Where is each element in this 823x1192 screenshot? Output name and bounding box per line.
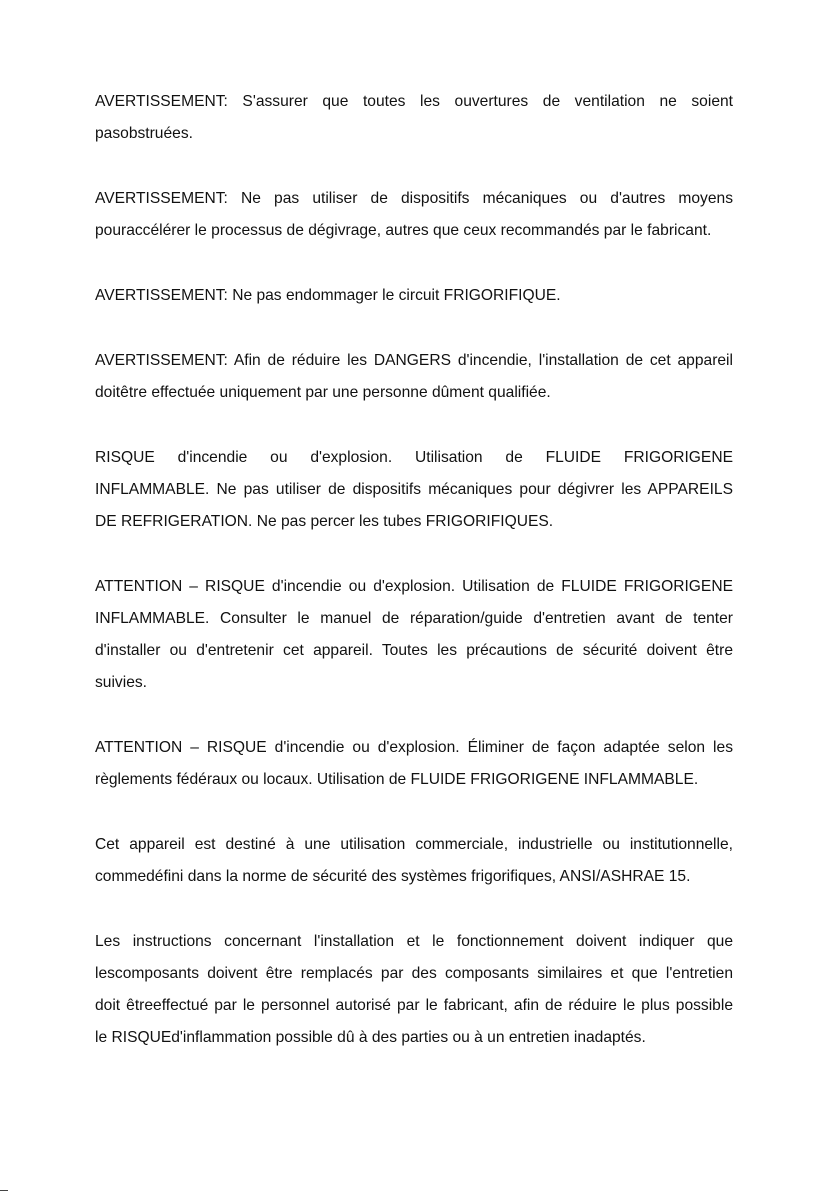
text-line: AVERTISSEMENT: Afin de réduire les DANGERS d'incendie, l'installation de cet appareil xyxy=(95,352,733,369)
page-edge-mark xyxy=(0,1190,8,1191)
notice-component-replacement xyxy=(95,926,733,1054)
text-line: d'installer ou d'entretenir cet appareil. Toutes les précautions de sécurité doivent être xyxy=(95,642,733,659)
text-line: commedéfini dans la norme de sécurité des systèmes frigorifiques, ANSI/ASHRAE 15. xyxy=(95,868,691,885)
text-line: règlements fédéraux ou locaux. Utilisation de FLUIDE FRIGORIGENE INFLAMMABLE. xyxy=(95,771,699,788)
text-line: Cet appareil est destiné à une utilisation commerciale, industrielle ou institutionnelle, xyxy=(95,836,733,853)
text-line: ATTENTION – RISQUE d'incendie ou d'explosion. Éliminer de façon adaptée selon les xyxy=(95,739,733,756)
text-line: doit êtreeffectué par le personnel autorisé par le fabricant, afin de réduire le plus possible xyxy=(95,997,733,1014)
text-line: doitêtre effectuée uniquement par une personne dûment qualifiée. xyxy=(95,384,551,401)
warning-ventilation xyxy=(95,86,733,150)
text-line: AVERTISSEMENT: S'assurer que toutes les ouvertures de ventilation ne soient xyxy=(95,93,733,110)
notice-intended-use xyxy=(95,829,733,893)
text-line: Les instructions concernant l'installation et le fonctionnement doivent indiquer que xyxy=(95,933,733,950)
text-line: AVERTISSEMENT: Ne pas utiliser de dispositifs mécaniques ou d'autres moyens xyxy=(95,190,733,207)
warning-defrost-devices xyxy=(95,183,733,247)
text-line: AVERTISSEMENT: Ne pas endommager le circuit FRIGORIFIQUE. xyxy=(95,287,561,304)
text-line: pasobstruées. xyxy=(95,125,193,142)
text-line: suivies. xyxy=(95,674,147,691)
text-line: RISQUE d'incendie ou d'explosion. Utilisation de FLUIDE FRIGORIGENE xyxy=(95,449,733,466)
text-line: DE REFRIGERATION. Ne pas percer les tubes FRIGORIFIQUES. xyxy=(95,513,554,530)
caution-service-manual xyxy=(95,571,733,699)
warning-refrigerant-circuit xyxy=(95,280,733,312)
text-line: INFLAMMABLE. Consulter le manuel de réparation/guide d'entretien avant de tenter xyxy=(95,610,733,627)
text-line: INFLAMMABLE. Ne pas utiliser de dispositifs mécaniques pour dégivrer les APPAREILS xyxy=(95,481,733,498)
risk-flammable-refrigerant xyxy=(95,442,733,538)
document-page xyxy=(95,86,733,1087)
text-line: pouraccélérer le processus de dégivrage, autres que ceux recommandés par le fabricant. xyxy=(95,222,712,239)
text-line: ATTENTION – RISQUE d'incendie ou d'explosion. Utilisation de FLUIDE FRIGORIGENE xyxy=(95,578,733,595)
warning-qualified-installation xyxy=(95,345,733,409)
text-line: le RISQUEd'inflammation possible dû à des parties ou à un entretien inadaptés. xyxy=(95,1029,646,1046)
caution-disposal xyxy=(95,732,733,796)
text-line: lescomposants doivent être remplacés par des composants similaires et que l'entretien xyxy=(95,965,733,982)
